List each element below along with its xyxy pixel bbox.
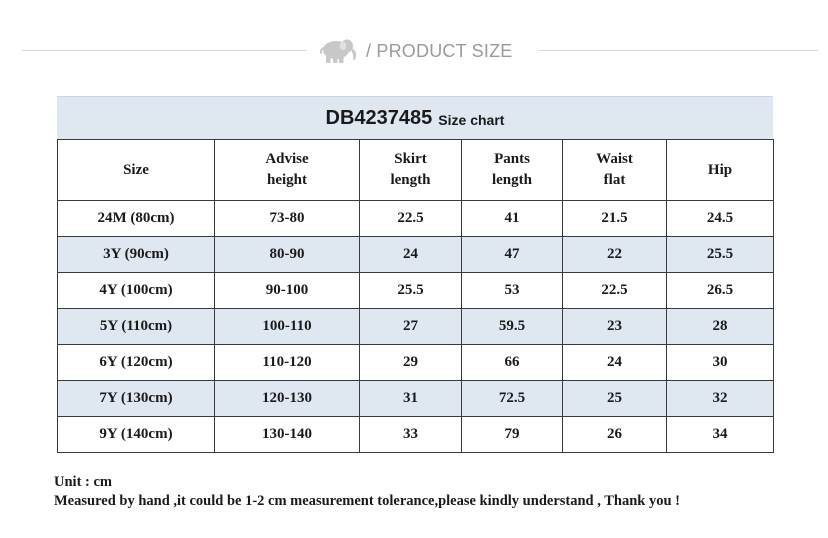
measurement-cell: 41	[462, 201, 563, 237]
column-header-line: flat	[603, 172, 626, 188]
measurement-cell: 24.5	[667, 201, 774, 237]
measurement-cell: 73-80	[215, 201, 360, 237]
measurement-cell: 120-130	[215, 381, 360, 417]
measurement-cell: 27	[360, 309, 462, 345]
column-header-line: length	[390, 172, 431, 188]
size-cell: 6Y (120cm)	[58, 345, 215, 381]
column-header	[563, 140, 667, 201]
measurement-cell: 26.5	[667, 273, 774, 309]
table-row	[58, 381, 774, 417]
measurement-cell: 23	[563, 309, 667, 345]
column-header-line: Pants	[494, 151, 530, 167]
measurement-cell: 26	[563, 417, 667, 453]
section-header	[316, 36, 512, 66]
column-header-line: Waist	[596, 151, 633, 167]
column-header	[360, 140, 462, 201]
size-chart	[57, 96, 773, 453]
measurement-cell: 24	[360, 237, 462, 273]
size-cell: 24M (80cm)	[58, 201, 215, 237]
size-cell: 9Y (140cm)	[58, 417, 215, 453]
table-row	[58, 237, 774, 273]
measurement-cell: 72.5	[462, 381, 563, 417]
measurement-cell: 130-140	[215, 417, 360, 453]
measurement-cell: 28	[667, 309, 774, 345]
measurement-cell: 90-100	[215, 273, 360, 309]
size-table	[57, 139, 774, 453]
column-header	[462, 140, 563, 201]
measurement-cell: 30	[667, 345, 774, 381]
measurement-cell: 22.5	[360, 201, 462, 237]
elephant-icon	[316, 37, 360, 65]
measurement-cell: 110-120	[215, 345, 360, 381]
measurement-cell: 79	[462, 417, 563, 453]
section-title: / PRODUCT SIZE	[366, 40, 513, 61]
table-body	[58, 201, 774, 453]
table-header-row	[58, 140, 774, 201]
measurement-cell: 22	[563, 237, 667, 273]
measurement-cell: 53	[462, 273, 563, 309]
tolerance-note: Measured by hand ,it could be 1-2 cm measurement tolerance,please kindly understand , Thank you !	[54, 493, 680, 509]
size-cell: 5Y (110cm)	[58, 309, 215, 345]
measurement-cell: 34	[667, 417, 774, 453]
measurement-cell: 25.5	[667, 237, 774, 273]
measurement-cell: 59.5	[462, 309, 563, 345]
measurement-cell: 29	[360, 345, 462, 381]
measurement-cell: 22.5	[563, 273, 667, 309]
measurement-cell: 33	[360, 417, 462, 453]
column-header-line: Advise	[265, 151, 309, 167]
column-header-line: Skirt	[394, 151, 427, 167]
size-cell: 3Y (90cm)	[58, 237, 215, 273]
measurement-cell: 21.5	[563, 201, 667, 237]
measurement-cell: 31	[360, 381, 462, 417]
table-row	[58, 309, 774, 345]
column-header-line: length	[491, 172, 532, 188]
table-row	[58, 273, 774, 309]
measurement-cell: 47	[462, 237, 563, 273]
header-divider-left	[22, 50, 307, 51]
measurement-cell: 25.5	[360, 273, 462, 309]
measurement-cell: 66	[462, 345, 563, 381]
column-header-line: height	[266, 172, 307, 188]
column-header	[215, 140, 360, 201]
size-cell: 4Y (100cm)	[58, 273, 215, 309]
measurement-cell: 80-90	[215, 237, 360, 273]
table-row	[58, 201, 774, 237]
measurement-cell: 32	[667, 381, 774, 417]
measurement-cell: 24	[563, 345, 667, 381]
table-row	[58, 417, 774, 453]
unit-note: Unit : cm	[54, 474, 112, 490]
column-header-line: Size	[123, 161, 149, 178]
chart-title-bar	[57, 96, 773, 139]
column-header-line: Hip	[707, 161, 733, 178]
column-header	[58, 140, 215, 201]
measurement-cell: 100-110	[215, 309, 360, 345]
table-row	[58, 345, 774, 381]
measurement-cell: 25	[563, 381, 667, 417]
column-header	[667, 140, 774, 201]
chart-title-suffix: Size chart	[438, 112, 505, 128]
product-code: DB4237485	[325, 106, 433, 129]
header-divider-right	[538, 50, 818, 51]
size-cell: 7Y (130cm)	[58, 381, 215, 417]
